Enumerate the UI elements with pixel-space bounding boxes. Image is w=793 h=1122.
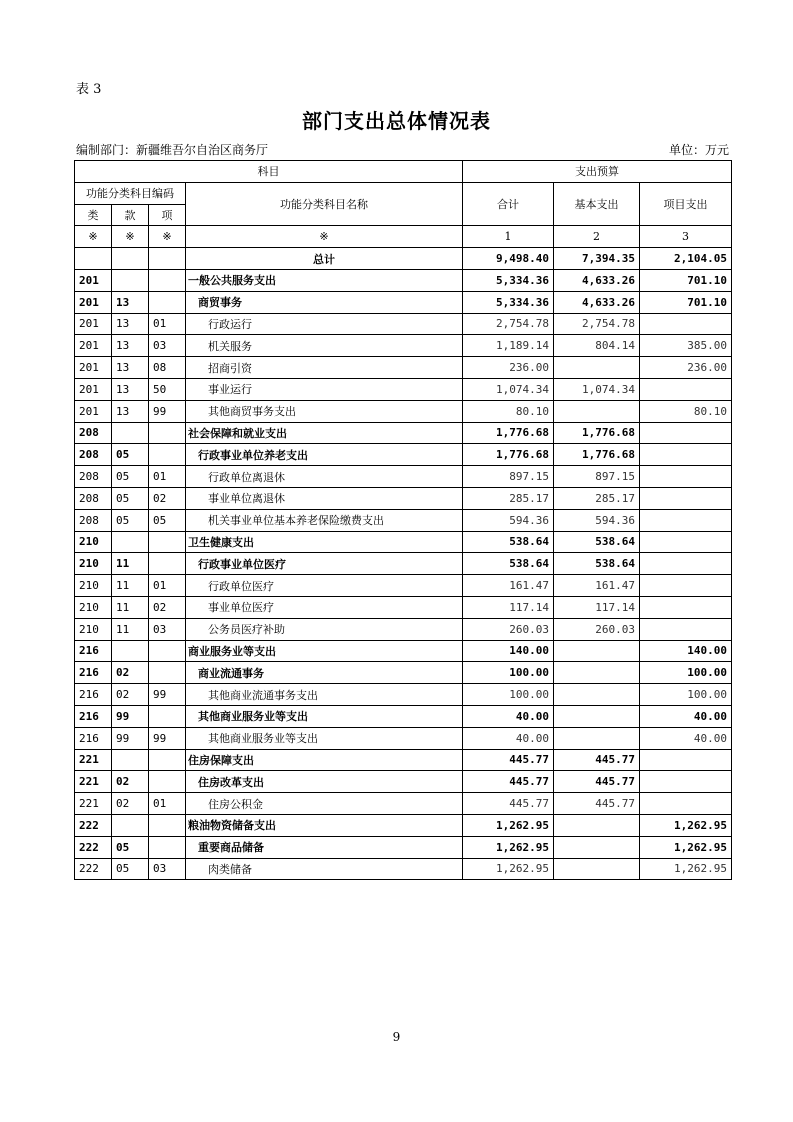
code-kuan-cell: [112, 248, 149, 270]
subject-name-cell: 一般公共服务支出: [186, 269, 463, 291]
total-cell: 445.77: [463, 771, 554, 793]
subject-name-cell: 卫生健康支出: [186, 531, 463, 553]
basic-cell: [554, 836, 640, 858]
table-row: [75, 662, 732, 684]
code-xiang-cell: [149, 444, 186, 466]
total-cell: 1,776.68: [463, 444, 554, 466]
basic-cell: 260.03: [554, 618, 640, 640]
basic-cell: [554, 400, 640, 422]
project-cell: [640, 793, 732, 815]
table-row: [75, 858, 732, 880]
code-kuan-cell: 99: [112, 727, 149, 749]
subject-name-cell: 住房改革支出: [186, 771, 463, 793]
total-cell: 2,754.78: [463, 313, 554, 335]
code-lei-cell: 222: [75, 814, 112, 836]
total-cell: 445.77: [463, 793, 554, 815]
project-cell: 100.00: [640, 684, 732, 706]
table-row: [75, 553, 732, 575]
table-row: [75, 335, 732, 357]
basic-cell: 285.17: [554, 487, 640, 509]
table-body: [75, 248, 732, 880]
total-cell: 1,189.14: [463, 335, 554, 357]
code-xiang-cell: [149, 291, 186, 313]
basic-cell: [554, 357, 640, 379]
code-xiang-cell: [149, 553, 186, 575]
table-row: [75, 466, 732, 488]
project-cell: 40.00: [640, 727, 732, 749]
basic-cell: [554, 705, 640, 727]
total-cell: 1,262.95: [463, 836, 554, 858]
subject-name-cell: 行政事业单位医疗: [186, 553, 463, 575]
basic-cell: 161.47: [554, 575, 640, 597]
basic-cell: 445.77: [554, 771, 640, 793]
table-row: [75, 378, 732, 400]
project-cell: [640, 553, 732, 575]
code-xiang-cell: 01: [149, 466, 186, 488]
mark-cell: ※: [149, 226, 186, 248]
subject-name-cell: 机关服务: [186, 335, 463, 357]
project-cell: 140.00: [640, 640, 732, 662]
total-cell: 140.00: [463, 640, 554, 662]
code-kuan-cell: [112, 531, 149, 553]
code-xiang-cell: 99: [149, 400, 186, 422]
page-number: 9: [392, 1030, 401, 1044]
column-number: 3: [640, 226, 732, 248]
project-cell: [640, 531, 732, 553]
code-kuan-cell: 11: [112, 553, 149, 575]
code-kuan-cell: 05: [112, 444, 149, 466]
code-kuan-cell: 13: [112, 313, 149, 335]
table-row: [75, 749, 732, 771]
code-lei-cell: 210: [75, 618, 112, 640]
table-row: [75, 291, 732, 313]
code-xiang-cell: 01: [149, 313, 186, 335]
header-kuan: 款: [112, 204, 149, 226]
project-cell: [640, 422, 732, 444]
table-row: [75, 727, 732, 749]
code-lei-cell: [75, 248, 112, 270]
code-kuan-cell: [112, 814, 149, 836]
table-row: [75, 444, 732, 466]
subject-name-cell: 粮油物资储备支出: [186, 814, 463, 836]
basic-cell: 538.64: [554, 553, 640, 575]
subject-name-cell: 其他商业流通事务支出: [186, 684, 463, 706]
total-cell: 40.00: [463, 727, 554, 749]
code-xiang-cell: [149, 771, 186, 793]
subject-name-cell: 其他商贸事务支出: [186, 400, 463, 422]
header-name: 功能分类科目名称: [186, 182, 463, 226]
basic-cell: 117.14: [554, 596, 640, 618]
subject-name-cell: 住房保障支出: [186, 749, 463, 771]
table-row: [75, 771, 732, 793]
code-xiang-cell: 50: [149, 378, 186, 400]
total-cell: 117.14: [463, 596, 554, 618]
subject-name-cell: 招商引资: [186, 357, 463, 379]
expenditure-table: [74, 160, 732, 880]
code-xiang-cell: 03: [149, 335, 186, 357]
code-lei-cell: 210: [75, 575, 112, 597]
code-lei-cell: 201: [75, 400, 112, 422]
code-kuan-cell: 05: [112, 487, 149, 509]
project-cell: [640, 444, 732, 466]
code-xiang-cell: [149, 814, 186, 836]
code-xiang-cell: [149, 640, 186, 662]
project-cell: [640, 749, 732, 771]
code-kuan-cell: 05: [112, 858, 149, 880]
code-kuan-cell: 11: [112, 596, 149, 618]
subject-name-cell: 行政运行: [186, 313, 463, 335]
project-cell: 100.00: [640, 662, 732, 684]
code-kuan-cell: 05: [112, 836, 149, 858]
project-cell: 385.00: [640, 335, 732, 357]
mark-cell: ※: [112, 226, 149, 248]
code-lei-cell: 222: [75, 858, 112, 880]
table-row: [75, 269, 732, 291]
basic-cell: 4,633.26: [554, 291, 640, 313]
subject-name-cell: 社会保障和就业支出: [186, 422, 463, 444]
code-kuan-cell: 99: [112, 705, 149, 727]
total-cell: 1,262.95: [463, 814, 554, 836]
total-cell: 80.10: [463, 400, 554, 422]
code-lei-cell: 208: [75, 466, 112, 488]
basic-cell: 445.77: [554, 793, 640, 815]
code-lei-cell: 221: [75, 749, 112, 771]
table-row: [75, 618, 732, 640]
unit-label: 单位：万元: [668, 143, 729, 157]
code-lei-cell: 216: [75, 640, 112, 662]
total-cell: 40.00: [463, 705, 554, 727]
project-cell: 2,104.05: [640, 248, 732, 270]
code-lei-cell: 216: [75, 727, 112, 749]
total-cell: 445.77: [463, 749, 554, 771]
total-cell: 100.00: [463, 684, 554, 706]
table-row: [75, 313, 732, 335]
project-cell: 40.00: [640, 705, 732, 727]
project-cell: [640, 618, 732, 640]
total-cell: 5,334.36: [463, 269, 554, 291]
code-lei-cell: 201: [75, 313, 112, 335]
column-number: 1: [463, 226, 554, 248]
code-lei-cell: 221: [75, 793, 112, 815]
code-lei-cell: 216: [75, 684, 112, 706]
code-kuan-cell: 13: [112, 335, 149, 357]
header-total: 合计: [463, 182, 554, 226]
total-cell: 538.64: [463, 531, 554, 553]
project-cell: 701.10: [640, 291, 732, 313]
subject-name-cell: 事业单位离退休: [186, 487, 463, 509]
subject-name-cell: 事业运行: [186, 378, 463, 400]
code-xiang-cell: [149, 269, 186, 291]
code-lei-cell: 208: [75, 509, 112, 531]
basic-cell: 538.64: [554, 531, 640, 553]
code-kuan-cell: [112, 749, 149, 771]
code-xiang-cell: [149, 422, 186, 444]
code-kuan-cell: 05: [112, 509, 149, 531]
table-row: [75, 705, 732, 727]
code-kuan-cell: 11: [112, 575, 149, 597]
basic-cell: 594.36: [554, 509, 640, 531]
code-lei-cell: 208: [75, 487, 112, 509]
basic-cell: [554, 858, 640, 880]
table-row: [75, 248, 732, 270]
subject-name-cell: 住房公积金: [186, 793, 463, 815]
code-lei-cell: 201: [75, 378, 112, 400]
table-row: [75, 487, 732, 509]
mark-cell: ※: [75, 226, 112, 248]
total-cell: 285.17: [463, 487, 554, 509]
basic-cell: [554, 727, 640, 749]
code-xiang-cell: 01: [149, 793, 186, 815]
table-row: [75, 357, 732, 379]
code-lei-cell: 222: [75, 836, 112, 858]
table-number: 表 3: [76, 82, 102, 97]
code-lei-cell: 210: [75, 531, 112, 553]
total-cell: 594.36: [463, 509, 554, 531]
code-lei-cell: 208: [75, 422, 112, 444]
total-cell: 100.00: [463, 662, 554, 684]
code-xiang-cell: 08: [149, 357, 186, 379]
code-lei-cell: 216: [75, 705, 112, 727]
header-code-group: 功能分类科目编码: [75, 182, 186, 204]
subject-name-cell: 肉类储备: [186, 858, 463, 880]
project-cell: 701.10: [640, 269, 732, 291]
table-row: [75, 836, 732, 858]
code-lei-cell: 216: [75, 662, 112, 684]
basic-cell: [554, 640, 640, 662]
code-lei-cell: 201: [75, 357, 112, 379]
header-xiang: 项: [149, 204, 186, 226]
basic-cell: 445.77: [554, 749, 640, 771]
project-cell: [640, 596, 732, 618]
basic-cell: [554, 662, 640, 684]
project-cell: [640, 509, 732, 531]
basic-cell: [554, 814, 640, 836]
page-title: 部门支出总体情况表: [302, 109, 491, 133]
basic-cell: 7,394.35: [554, 248, 640, 270]
total-cell: 1,262.95: [463, 858, 554, 880]
header-lei: 类: [75, 204, 112, 226]
table-row: [75, 422, 732, 444]
basic-cell: 804.14: [554, 335, 640, 357]
subject-name-cell: 事业单位医疗: [186, 596, 463, 618]
code-kuan-cell: [112, 422, 149, 444]
project-cell: [640, 313, 732, 335]
project-cell: [640, 771, 732, 793]
subject-name-cell: 商业服务业等支出: [186, 640, 463, 662]
subject-name-cell: 行政单位医疗: [186, 575, 463, 597]
code-kuan-cell: 05: [112, 466, 149, 488]
subject-name-cell: 行政单位离退休: [186, 466, 463, 488]
basic-cell: 4,633.26: [554, 269, 640, 291]
table-row: [75, 684, 732, 706]
code-kuan-cell: 13: [112, 378, 149, 400]
total-cell: 260.03: [463, 618, 554, 640]
project-cell: 80.10: [640, 400, 732, 422]
subject-name-cell: 公务员医疗补助: [186, 618, 463, 640]
table-row: [75, 793, 732, 815]
basic-cell: 1,776.68: [554, 422, 640, 444]
project-cell: [640, 466, 732, 488]
code-kuan-cell: 02: [112, 793, 149, 815]
code-xiang-cell: 05: [149, 509, 186, 531]
total-cell: 538.64: [463, 553, 554, 575]
code-xiang-cell: 03: [149, 858, 186, 880]
table-row: [75, 575, 732, 597]
table-row: [75, 400, 732, 422]
code-lei-cell: 210: [75, 553, 112, 575]
subject-name-cell: 其他商业服务业等支出: [186, 705, 463, 727]
column-number: 2: [554, 226, 640, 248]
code-xiang-cell: 99: [149, 727, 186, 749]
code-kuan-cell: 11: [112, 618, 149, 640]
table-row: [75, 640, 732, 662]
total-cell: 9,498.40: [463, 248, 554, 270]
code-lei-cell: 210: [75, 596, 112, 618]
project-cell: 1,262.95: [640, 836, 732, 858]
subject-name-cell: 行政事业单位养老支出: [186, 444, 463, 466]
total-cell: 1,776.68: [463, 422, 554, 444]
code-xiang-cell: 02: [149, 487, 186, 509]
code-xiang-cell: 01: [149, 575, 186, 597]
total-cell: 161.47: [463, 575, 554, 597]
code-kuan-cell: [112, 640, 149, 662]
code-xiang-cell: [149, 248, 186, 270]
code-kuan-cell: 02: [112, 771, 149, 793]
project-cell: [640, 378, 732, 400]
total-cell: 1,074.34: [463, 378, 554, 400]
subject-name-cell: 商业流通事务: [186, 662, 463, 684]
code-lei-cell: 201: [75, 335, 112, 357]
subject-name-cell: 机关事业单位基本养老保险缴费支出: [186, 509, 463, 531]
subject-name-cell: 其他商业服务业等支出: [186, 727, 463, 749]
code-lei-cell: 201: [75, 269, 112, 291]
code-xiang-cell: [149, 836, 186, 858]
table-row: [75, 509, 732, 531]
project-cell: [640, 487, 732, 509]
code-kuan-cell: 13: [112, 291, 149, 313]
total-cell: 897.15: [463, 466, 554, 488]
code-lei-cell: 221: [75, 771, 112, 793]
code-xiang-cell: 99: [149, 684, 186, 706]
basic-cell: [554, 684, 640, 706]
project-cell: [640, 575, 732, 597]
code-xiang-cell: 02: [149, 596, 186, 618]
code-kuan-cell: 13: [112, 357, 149, 379]
subject-name-cell: 重要商品储备: [186, 836, 463, 858]
project-cell: 1,262.95: [640, 814, 732, 836]
table-row: [75, 814, 732, 836]
code-kuan-cell: [112, 269, 149, 291]
header-project: 项目支出: [640, 182, 732, 226]
project-cell: 236.00: [640, 357, 732, 379]
subject-name-cell: 商贸事务: [186, 291, 463, 313]
basic-cell: 1,074.34: [554, 378, 640, 400]
code-kuan-cell: 02: [112, 684, 149, 706]
mark-cell: ※: [186, 226, 463, 248]
code-lei-cell: 208: [75, 444, 112, 466]
code-xiang-cell: [149, 662, 186, 684]
basic-cell: 1,776.68: [554, 444, 640, 466]
basic-cell: 897.15: [554, 466, 640, 488]
code-xiang-cell: 03: [149, 618, 186, 640]
code-kuan-cell: 13: [112, 400, 149, 422]
department-label: 编制部门：新疆维吾尔自治区商务厅: [76, 143, 269, 157]
header-basic: 基本支出: [554, 182, 640, 226]
total-cell: 5,334.36: [463, 291, 554, 313]
table-row: [75, 596, 732, 618]
code-xiang-cell: [149, 705, 186, 727]
subject-name-cell: 总计: [186, 248, 463, 270]
header-subject: 科目: [75, 161, 463, 183]
code-kuan-cell: 02: [112, 662, 149, 684]
code-lei-cell: 201: [75, 291, 112, 313]
code-xiang-cell: [149, 749, 186, 771]
basic-cell: 2,754.78: [554, 313, 640, 335]
code-xiang-cell: [149, 531, 186, 553]
total-cell: 236.00: [463, 357, 554, 379]
project-cell: 1,262.95: [640, 858, 732, 880]
table-row: [75, 531, 732, 553]
header-budget: 支出预算: [463, 161, 732, 183]
